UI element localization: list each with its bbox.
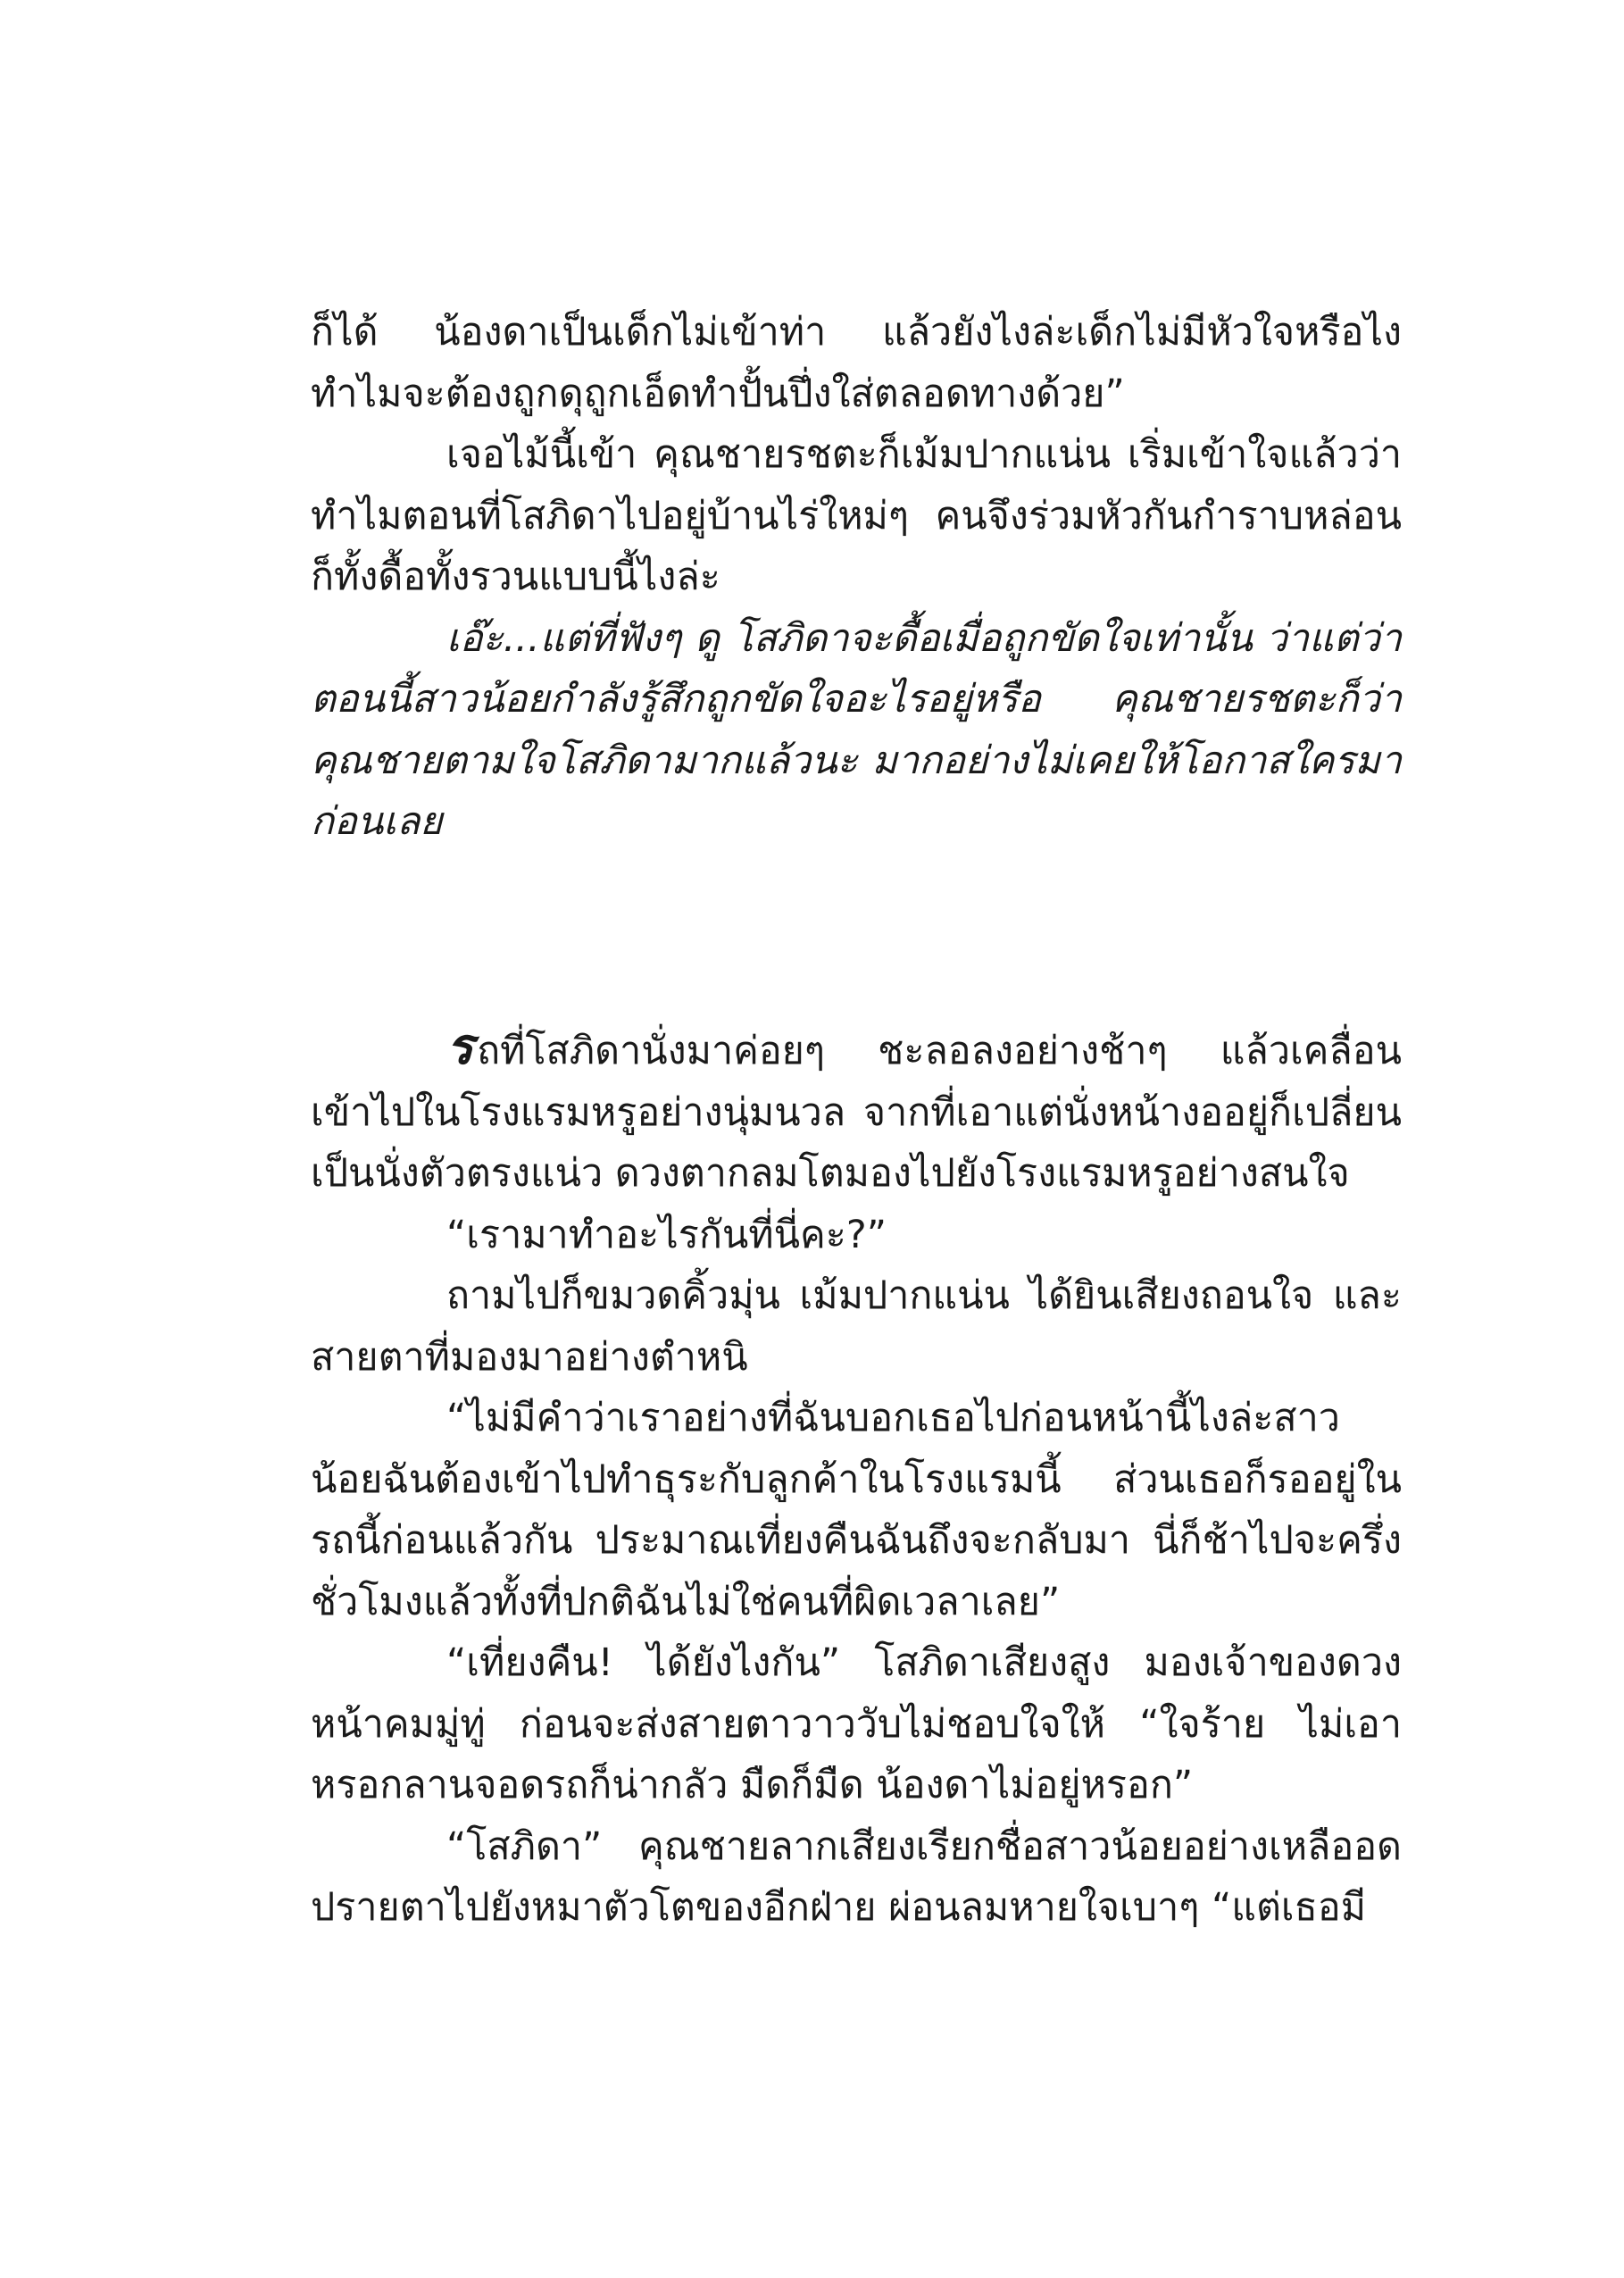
dialogue-paragraph: “ไม่มีคำว่าเราอย่างที่ฉันบอกเธอไปก่อนหน้านี้ไงล่ะสาวน้อยฉันต้องเข้าไปทำธุระกับลูกค้าในโรงแรมนี้ ส่วนเธอก็รออยู่ในรถนี้ก่อนแล้วกัน ประมาณเที่ยงคืนฉันถึงจะกลับมา นี่ก็ช้าไปจะครึ่งชั่วโมงแล้วทั้งที่ปกติฉันไม่ใช่คนที่ผิดเวลาเลย”: [311, 1396, 1402, 1624]
opening-paragraph-text: ถที่โสภิดานั่งมาค่อยๆ ชะลอลงอย่างช้าๆ แล้วเคลื่อนเข้าไปในโรงแรมหรูอย่างนุ่มนวล จากที่เอาแต่นั่งหน้างออยู่ก็เปลี่ยนเป็นนั่งตัวตรงแน่ว ดวงตากลมโตมองไปยังโรงแรมหรูอย่างสนใจ: [311, 1029, 1402, 1196]
opening-paragraph: [311, 1018, 1402, 1205]
paragraph: ถามไปก็ขมวดคิ้วมุ่น เม้มปากแน่น ได้ยินเสียงถอนใจ และสายตาที่มองมาอย่างตำหนิ: [311, 1273, 1402, 1380]
paragraph: เจอไม้นี้เข้า คุณชายรชตะก็เม้มปากแน่น เริ่มเข้าใจแล้วว่าทำไมตอนที่โสภิดาไปอยู่บ้านไร่ใหม่ๆ คนจึงร่วมหัวกันกำราบหล่อนก็ทั้งดื้อทั้งรวนแบบนี้ไงล่ะ: [311, 432, 1402, 599]
dialogue-paragraph: “เที่ยงคืน! ได้ยังไงกัน” โสภิดาเสียงสูง มองเจ้าของดวงหน้าคมมู่ทู่ ก่อนจะส่งสายตาวาววับไม่ชอบใจให้ “ใจร้าย ไม่เอาหรอกลานจอดรถก็น่ากลัว มืดก็มืด น้องดาไม่อยู่หรอก”: [311, 1640, 1402, 1807]
drop-cap: ร: [446, 1018, 474, 1076]
paragraph: ก็ได้ น้องดาเป็นเด็กไม่เข้าท่า แล้วยังไงล่ะเด็กไม่มีหัวใจหรือไง ทำไมจะต้องถูกดุถูกเอ็ดทำปั้นปึ่งใส่ตลอดทางด้วย”: [311, 310, 1402, 416]
text-section-1: [311, 302, 1402, 853]
dialogue-paragraph: “เรามาทำอะไรกันที่นี่คะ?”: [446, 1212, 887, 1257]
text-section-2: [311, 1018, 1402, 1939]
italic-paragraph: เอ๊ะ...แต่ที่ฟังๆ ดู โสภิดาจะดื้อเมื่อถูกขัดใจเท่านั้น ว่าแต่ว่าตอนนี้สาวน้อยกำลังรู้สึกถูกขัดใจอะไรอยู่หรือ คุณชายรชตะก็ว่าคุณชายตามใจโสภิดามากแล้วนะ มากอย่างไม่เคยให้โอกาสใครมาก่อนเลย: [311, 615, 1402, 844]
dialogue-paragraph: “โสภิดา” คุณชายลากเสียงเรียกชื่อสาวน้อยอย่างเหลืออดปรายตาไปยังหมาตัวโตของอีกฝ่าย ผ่อนลมหายใจเบาๆ “แต่เธอมี: [311, 1823, 1402, 1930]
